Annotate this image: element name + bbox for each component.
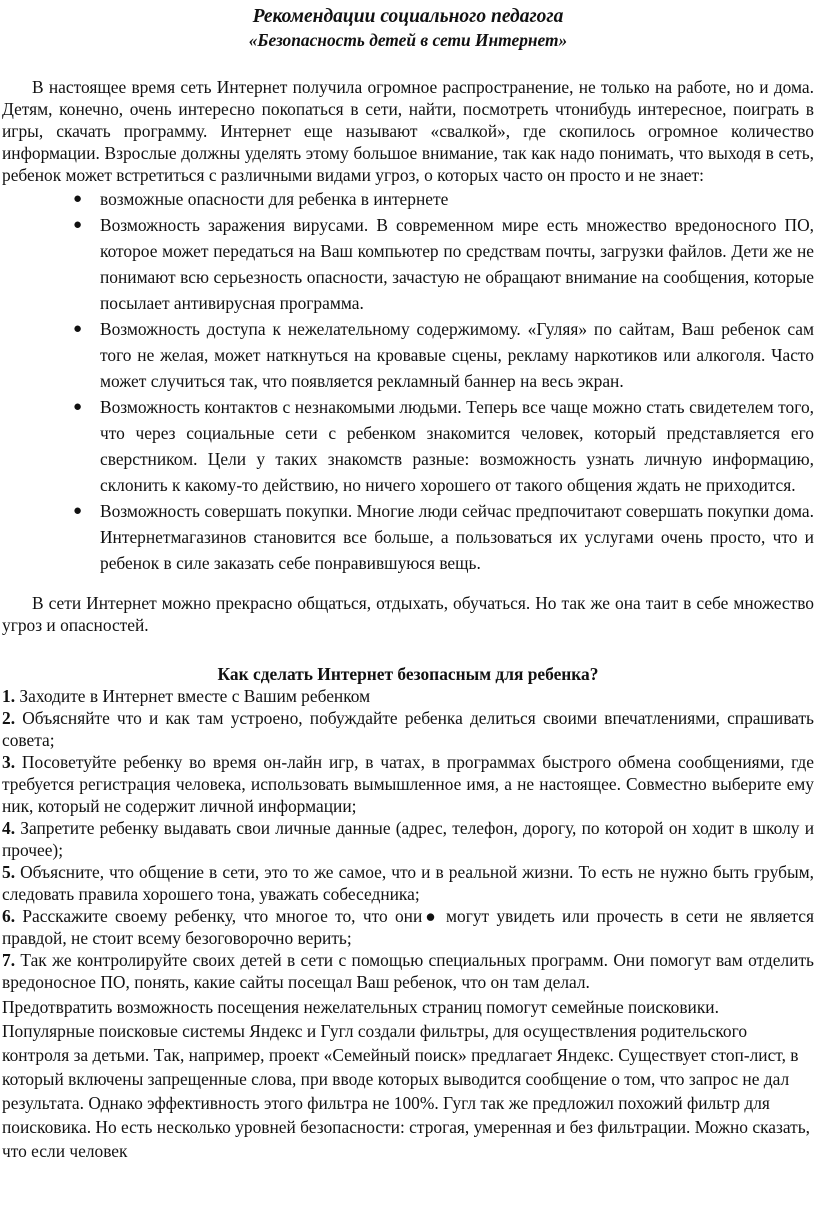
tips-list <box>2 685 814 993</box>
tip-item <box>2 707 814 751</box>
intro-paragraph: В настоящее время сеть Интернет получила огромное распространение, не только на работе, но и дома. Детям, конечно, очень интересно покопаться в сети, найти, посмотреть чтонибудь интересное, поиграть в игры, скачать программу. Интернет еще называют «свалкой», где скопилось огромное количество информации. Взрослые должны уделять этому большое внимание, так как надо понимать, что выходя в сеть, ребенок может встретиться с различными видами угроз, о которых часто он просто и не знает: <box>2 77 814 185</box>
list-item-text: возможные опасности для ребенка в интернете <box>100 189 449 209</box>
bullet-icon: ● <box>73 321 83 337</box>
list-item <box>73 316 814 394</box>
tip-number: 3. <box>2 752 16 772</box>
tip-number: 7. <box>2 950 16 970</box>
list-item <box>73 498 814 576</box>
bullet-icon: ● <box>73 191 83 207</box>
list-item-text: Возможность заражения вирусами. В современном мире есть множество вредоносного ПО, которое может передаться на Ваш компьютер по средствам почты, загрузки файлов. Дети же не понимают всю серьезность опасности, зачастую не обращают внимание на сообщения, которые посылает антивирусная программа. <box>100 215 814 313</box>
list-item-text: Возможность доступа к нежелательному содержимому. «Гуляя» по сайтам, Ваш ребенок сам того не желая, может наткнуться на кровавые сцены, рекламу наркотиков или алкоголя. Часто может случиться так, что появляется рекламный баннер на весь экран. <box>100 319 814 391</box>
section-heading: Как сделать Интернет безопасным для ребенка? <box>217 664 599 684</box>
tip-text: Объясняйте что и как там устроено, побуждайте ребенка делиться своими впечатлениями, спрашивать совета; <box>2 708 814 750</box>
tip-text: Запретите ребенку выдавать свои личные данные (адрес, телефон, дорогу, по которой он ходит в школу и прочее); <box>2 818 814 860</box>
tip-text: Расскажите своему ребенку, что многое то, что они● могут увидеть или прочесть в сети не является правдой, не стоит всему безоговорочно верить; <box>2 906 814 948</box>
tip-number: 2. <box>2 708 16 728</box>
tip-text: Так же контролируйте своих детей в сети с помощью специальных программ. Они помогут вам отделить вредоносное ПО, понять, какие сайты посещал Ваш ребенок, что он там делал. <box>2 950 814 992</box>
tip-text: Объясните, что общение в сети, это то же самое, что и в реальной жизни. То есть не нужно быть грубым, следовать правила хорошего тона, уважать собеседника; <box>2 862 814 904</box>
threats-list <box>2 186 814 576</box>
list-item <box>73 212 814 316</box>
list-item-text: Возможность совершать покупки. Многие люди сейчас предпочитают совершать покупки дома. Интернетмагазинов становится все больше, а пользоваться их услугами очень просто, что и ребенок в силе заказать себе понравившуюся вещь. <box>100 501 814 573</box>
tail-paragraph: Предотвратить возможность посещения нежелательных страниц помогут семейные поисковики. Популярные поисковые системы Яндекс и Гугл создали фильтры, для осуществления родительского контроля за детьми. Так, например, проект «Семейный поиск» предлагает Яндекс. Существует стоп-лист, в который включены запрещенные слова, при вводе которых выводится сообщение о том, что запрос не дал результата. Однако эффективность этого фильтра не 100%. Гугл так же предложил похожий фильтр для поисковика. Но есть несколько уровней безопасности: строгая, умеренная и без фильтрации. Можно сказать, что если человек <box>2 997 810 1161</box>
tip-text: Заходите в Интернет вместе с Вашим ребенком <box>15 686 371 706</box>
tip-number: 1. <box>2 686 16 706</box>
tip-number: 5. <box>2 862 16 882</box>
tip-item <box>2 861 814 905</box>
tip-item <box>2 751 814 817</box>
document-page <box>2 0 814 1163</box>
tip-number: 4. <box>2 818 16 838</box>
tip-item <box>2 949 814 993</box>
bullet-icon: ● <box>73 399 83 415</box>
tip-item <box>2 905 814 949</box>
closing-paragraph: В сети Интернет можно прекрасно общаться, отдыхать, обучаться. Но так же она таит в себе множество угроз и опасностей. <box>2 593 814 635</box>
list-item <box>73 186 814 212</box>
list-item-text: Возможность контактов с незнакомыми людьми. Теперь все чаще можно стать свидетелем того, что через социальные сети с ребенком знакомится человек, который представляется его сверстником. Цели у таких знакомств разные: возможность узнать личную информацию, склонить к какому-то действию, но ничего хорошего от такого общения ждать не приходится. <box>100 397 814 495</box>
bullet-icon: ● <box>73 217 83 233</box>
tip-text: Посоветуйте ребенку во время он-лайн игр, в чатах, в программах быстрого обмена сообщениями, где требуется регистрация человека, использовать вымышленное имя, а не настоящее. Совместно выберите ему ник, который не содержит личной информации; <box>2 752 814 816</box>
document-title: Рекомендации социального педагога <box>252 6 564 27</box>
document-subtitle: «Безопасность детей в сети Интернет» <box>248 30 568 50</box>
tip-item <box>2 817 814 861</box>
tip-item <box>2 685 814 707</box>
bullet-icon: ● <box>73 503 83 519</box>
list-item <box>73 394 814 498</box>
tip-number: 6. <box>2 906 16 926</box>
